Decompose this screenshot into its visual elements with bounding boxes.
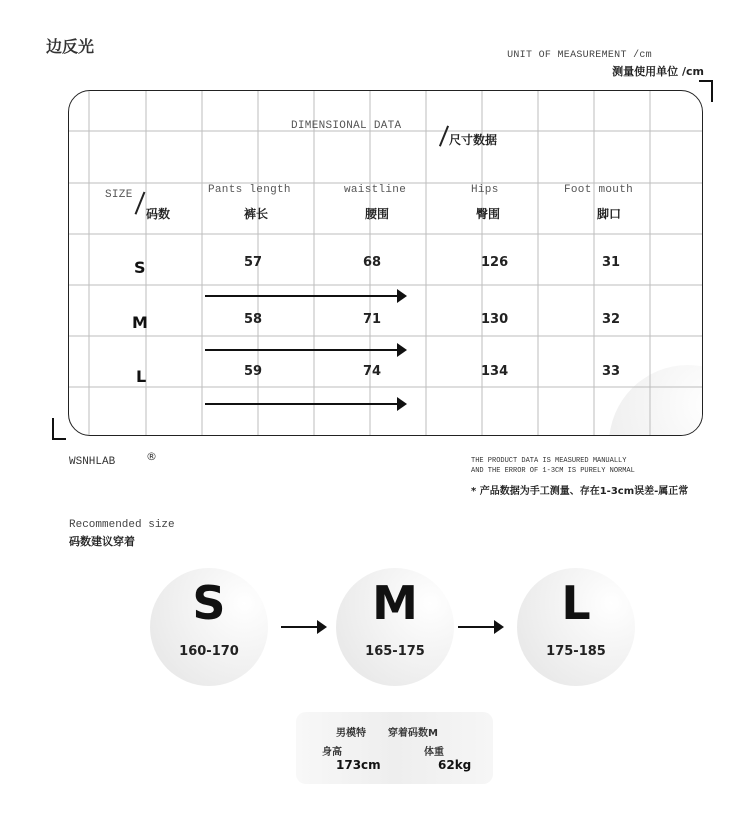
size-letter: S [192, 576, 226, 630]
arrow-right-icon [281, 626, 325, 628]
note-en-line2: AND THE ERROR OF 1-3CM IS PURELY NORMAL [471, 467, 635, 475]
table-cell: 130 [481, 312, 509, 327]
height-range: 165-175 [365, 644, 425, 659]
column-header-en: waistline [344, 184, 407, 196]
weight-value: 62kg [438, 758, 472, 772]
column-header-en: Foot mouth [564, 184, 634, 196]
table-cell: 126 [481, 255, 509, 270]
arrow-right-icon [205, 403, 405, 405]
height-value: 173cm [336, 758, 381, 772]
table-cell: 58 [244, 312, 263, 327]
arrow-right-icon [205, 295, 405, 297]
column-header-cn: 脚口 [597, 207, 622, 221]
table-cell: 134 [481, 364, 509, 379]
column-header-cn: 臀围 [476, 207, 501, 221]
column-header-en: Hips [471, 184, 499, 196]
size-circle-l [517, 568, 635, 686]
size-circle-s [150, 568, 268, 686]
brand-name: WSNHLAB [69, 456, 116, 468]
column-header-cn: 裤长 [244, 207, 269, 221]
size-circle-m [336, 568, 454, 686]
recommended-title-cn: 码数建议穿着 [69, 535, 135, 548]
size-table [68, 90, 703, 436]
size-letter: M [372, 576, 418, 630]
row-size-label: M [132, 313, 148, 332]
table-cell: 32 [602, 312, 621, 327]
column-header-cn: 腰围 [365, 207, 390, 221]
arrow-right-icon [205, 349, 405, 351]
corner-bracket-bottom-left [52, 418, 66, 440]
page-title: 边反光 [46, 37, 95, 56]
table-cell: 31 [602, 255, 621, 270]
unit-label-cn: 测量使用单位 /cm [612, 65, 704, 78]
model-info-card [296, 712, 493, 784]
registered-mark: ® [146, 450, 157, 463]
model-wearing-size: 穿着码数M [388, 728, 438, 739]
table-cell: 71 [363, 312, 382, 327]
table-title-en: DIMENSIONAL DATA [291, 120, 402, 132]
table-cell: 33 [602, 364, 621, 379]
size-header-cn: 码数 [146, 207, 171, 221]
table-cell: 59 [244, 364, 263, 379]
weight-label: 体重 [424, 747, 444, 758]
arrow-right-icon [458, 626, 502, 628]
recommended-title-en: Recommended size [69, 519, 175, 531]
row-size-label: L [136, 367, 147, 386]
note-en-line1: THE PRODUCT DATA IS MEASURED MANUALLY [471, 457, 627, 465]
height-range: 160-170 [179, 644, 239, 659]
row-size-label: S [134, 258, 146, 277]
table-cell: 68 [363, 255, 382, 270]
size-header-en: SIZE [105, 189, 133, 201]
table-cell: 57 [244, 255, 263, 270]
height-range: 175-185 [546, 644, 606, 659]
height-label: 身高 [322, 747, 342, 758]
model-label: 男模特 [336, 728, 366, 739]
table-cell: 74 [363, 364, 382, 379]
column-header-en: Pants length [208, 184, 291, 196]
table-title-cn: 尺寸数据 [449, 133, 498, 147]
note-cn: * 产品数据为手工测量、存在1-3cm误差-属正常 [471, 486, 689, 497]
unit-label-en: UNIT OF MEASUREMENT /cm [507, 50, 652, 61]
size-letter: L [561, 576, 591, 630]
